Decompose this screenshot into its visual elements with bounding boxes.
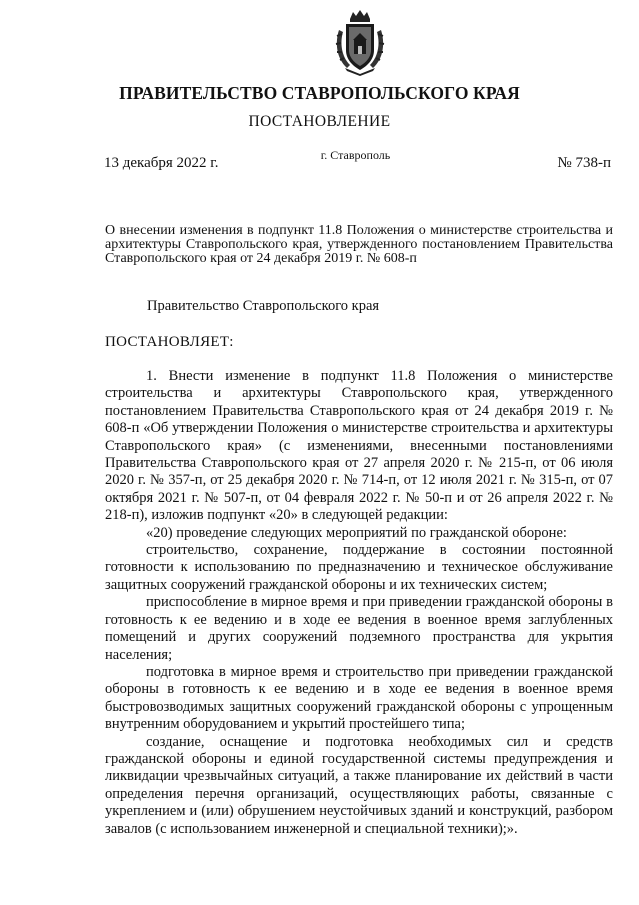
- document-type: ПОСТАНОВЛЕНИЕ: [248, 113, 391, 130]
- body-paragraph: строительство, сохранение, поддержание в состоянии постоянной готовности к использованию по предназначению и техническое обслуживание защитных сооружений гражданской обороны и их технических систем;: [105, 542, 613, 593]
- city: г. Ставрополь: [320, 148, 391, 162]
- body-paragraph: приспособление в мирное время и при приведении гражданской обороны в готовность к ее ведению и в ходе ее ведения в военное время заглубленных помещений и других сооружений подземного пространства для укрытия населения;: [105, 594, 613, 663]
- document-date: 13 декабря 2022 г.: [104, 155, 219, 171]
- document-subject: О внесении изменения в подпункт 11.8 Положения о министерстве строительства и архитектуры Ставропольского края, утвержденного постановлением Правительства Ставропольского края от 24 декабря 2019 г. № 608-п: [105, 223, 613, 266]
- authority-title: ПРАВИТЕЛЬСТВО СТАВРОПОЛЬСКОГО КРАЯ: [119, 83, 520, 103]
- stavropol-coat-of-arms-icon: [333, 10, 387, 76]
- preamble-resolves: ПОСТАНОВЛЯЕТ:: [105, 334, 234, 350]
- body-paragraph: 1. Внести изменение в подпункт 11.8 Положения о министерстве строительства и архитектуры Ставропольского края, утвержденного постановлением Правительства Ставропольского края от 24 декабря 2019 г. № 608-п «Об утверждении Положения о министерстве строительства и архитектуры Ставропольского края» (с изменениями, внесенными постановлениями Правительства Ставропольского края от 27 апреля 2020 г. № 215-п, от 06 июля 2020 г. № 357-п, от 25 декабря 2020 г. № 714-п, от 12 июля 2021 г. № 315-п, от 07 октября 2021 г. № 507-п, от 04 февраля 2022 г. № 50-п и от 26 апреля 2022 г. № 218-п), изложив подпункт «20» в следующей редакции:: [105, 368, 613, 524]
- document-number: № 738-п: [557, 155, 611, 171]
- body-paragraph: «20) проведение следующих мероприятий по гражданской обороне:: [146, 524, 567, 541]
- preamble-government: Правительство Ставропольского края: [147, 298, 380, 314]
- body-paragraph: подготовка в мирное время и строительство при приведении гражданской обороны в готовность к ее ведению и в ходе ее ведения в военное время быстровозводимых защитных сооружений гражданской обороны с упрощенным внутренним оборудованием и укрытий простейшего типа;: [105, 663, 613, 733]
- body-paragraph: создание, оснащение и подготовка необходимых сил и средств гражданской обороны и единой государственной системы предупреждения и ликвидации чрезвычайных ситуаций, а также планирование их действий в части определения перечня организаций, осуществляющих работы, связанные с укреплением и (или) обрушением неустойчивых зданий и конструкций, разбором завалов (с использованием инженерной и специальной техники);».: [105, 733, 613, 837]
- document-body: [105, 368, 613, 838]
